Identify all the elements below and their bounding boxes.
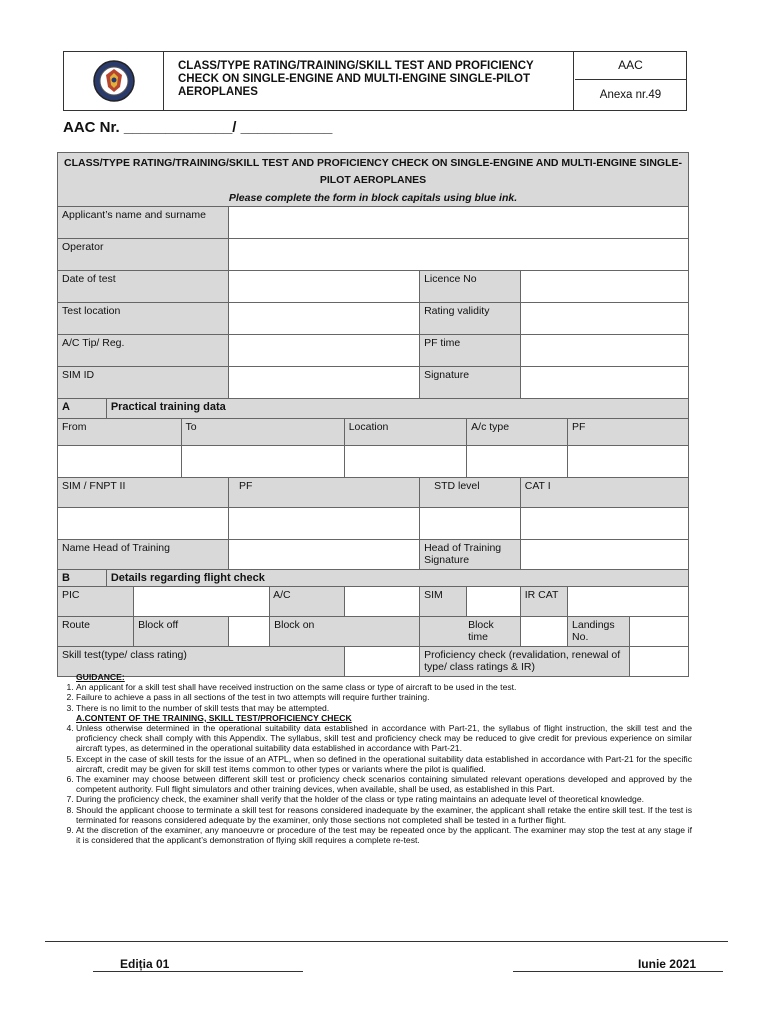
header-right xyxy=(575,52,686,110)
guidance-list-content xyxy=(62,723,692,845)
signature-label: Signature xyxy=(420,367,521,399)
cat-input[interactable] xyxy=(520,508,688,540)
pf2-label: PF xyxy=(228,478,419,508)
ac-input[interactable] xyxy=(344,587,419,617)
sim-fnpt-label: SIM / FNPT II xyxy=(58,478,229,508)
application-form xyxy=(57,152,689,677)
location-input[interactable] xyxy=(344,446,466,478)
pic-label: PIC xyxy=(58,587,134,617)
coat-of-arms-icon xyxy=(92,59,136,103)
ir-cat-input[interactable] xyxy=(568,587,689,617)
section-a-title: Practical training data xyxy=(106,399,688,419)
guidance-item: 7. During the proficiency check, the examiner shall verify that the holder of the class or type rating maintains an adequate level of theoretical knowledge. xyxy=(76,794,692,804)
applicant-label: Applicant’s name and surname xyxy=(58,207,229,239)
licence-no-input[interactable] xyxy=(520,271,688,303)
footer-edition: Ediția 01 xyxy=(93,957,303,972)
location-label: Location xyxy=(344,419,466,446)
rating-validity-label: Rating validity xyxy=(420,303,521,335)
guidance-item: 3. There is no limit to the number of skill tests that may be attempted. xyxy=(76,703,692,713)
std-level-input[interactable] xyxy=(420,508,521,540)
pf2-input[interactable] xyxy=(228,508,419,540)
authority-logo xyxy=(64,52,164,110)
head-training-input[interactable] xyxy=(228,540,419,570)
sim-input[interactable] xyxy=(467,587,521,617)
from-label: From xyxy=(58,419,182,446)
guidance-item: 4. Unless otherwise determined in the operational suitability data established in accordance with Part-21, the syllabus of flight instruction, the skill test and the proficiency check shall comply with this Appendix. The syllabus, skill test and proficiency check may be reduced to give credit for previous experience on similar aircraft types, as determined in the operational suitability data established in accordance with Part-21. xyxy=(76,723,692,754)
block-off-label: Block off xyxy=(134,617,229,647)
footer-date: Iunie 2021 xyxy=(513,957,723,972)
sim-id-input[interactable] xyxy=(228,367,419,399)
form-note: Please complete the form in block capitals using blue ink. xyxy=(58,191,689,207)
ac-type-input[interactable] xyxy=(467,446,568,478)
guidance-section xyxy=(62,672,692,845)
guidance-item: 9. At the discretion of the examiner, any manoeuvre or procedure of the test may be repeated once by the applicant. The examiner may stop the test at any stage if it is considered that the applicant’s demonstration of flying skill requires a complete re-test. xyxy=(76,825,692,845)
from-input[interactable] xyxy=(58,446,182,478)
form-title: CLASS/TYPE RATING/TRAINING/SKILL TEST AND PROFICIENCY CHECK ON SINGLE-ENGINE AND MULTI-ENGINE SINGLE-PILOT AEROPLANES xyxy=(58,153,689,192)
header-org: AAC xyxy=(575,52,686,80)
test-location-input[interactable] xyxy=(228,303,419,335)
section-b-title: Details regarding flight check xyxy=(106,570,688,587)
landings-label: Landings No. xyxy=(568,617,630,647)
std-level-label: STD level xyxy=(420,478,521,508)
to-input[interactable] xyxy=(181,446,344,478)
operator-label: Operator xyxy=(58,239,229,271)
block-time-label: Block time xyxy=(420,617,521,647)
block-on-label: Block on xyxy=(270,617,420,647)
guidance-subtitle: A.CONTENT OF THE TRAINING, SKILL TEST/PROFICIENCY CHECK xyxy=(76,712,352,723)
guidance-list-general xyxy=(62,682,692,713)
ac-type-label: A/c type xyxy=(467,419,568,446)
pf-input[interactable] xyxy=(568,446,689,478)
section-a-letter: A xyxy=(58,399,107,419)
ir-cat-label: IR CAT xyxy=(520,587,567,617)
guidance-item: 8. Should the applicant choose to terminate a skill test for reasons considered inadequate by the examiner, the applicant shall retake the entire skill test. If the test is terminated for reasons considered adequate by the examiner, only those sections not completed shall be tested in a further flight. xyxy=(76,805,692,825)
sim-label: SIM xyxy=(420,587,467,617)
rating-validity-input[interactable] xyxy=(520,303,688,335)
document-header xyxy=(63,51,687,111)
ac-tip-reg-label: A/C Tip/ Reg. xyxy=(58,335,229,367)
ac-label: A/C xyxy=(270,587,345,617)
test-location-label: Test location xyxy=(58,303,229,335)
licence-no-label: Licence No xyxy=(420,271,521,303)
guidance-item: 1. An applicant for a skill test shall have received instruction on the same class or type of aircraft to be used in the test. xyxy=(76,682,692,692)
pf-label: PF xyxy=(568,419,689,446)
route-label: Route xyxy=(58,617,134,647)
guidance-title: GUIDANCE: xyxy=(76,672,125,682)
signature-input[interactable] xyxy=(520,367,688,399)
date-of-test-label: Date of test xyxy=(58,271,229,303)
block-off-input[interactable] xyxy=(228,617,269,647)
skill-test-label: Skill test(type/ class rating) xyxy=(58,647,345,677)
pic-input[interactable] xyxy=(134,587,270,617)
proficiency-label: Proficiency check (revalidation, renewal of type/ class ratings & IR) xyxy=(420,647,630,677)
date-of-test-input[interactable] xyxy=(228,271,419,303)
section-b-letter: B xyxy=(58,570,107,587)
cat-label: CAT I xyxy=(520,478,688,508)
head-training-sig-label: Head of Training Signature xyxy=(420,540,521,570)
pf-time-input[interactable] xyxy=(520,335,688,367)
head-training-label: Name Head of Training xyxy=(58,540,229,570)
guidance-item: 6. The examiner may choose between different skill test or proficiency check scenarios containing simulated relevant operations developed and approved by the competent authority. Full flight simulators and other training devices, when available, shall be used, as established in this Part. xyxy=(76,774,692,794)
ac-tip-reg-input[interactable] xyxy=(228,335,419,367)
operator-input[interactable] xyxy=(228,239,688,271)
header-title: CLASS/TYPE RATING/TRAINING/SKILL TEST AND PROFICIENCY CHECK ON SINGLE-ENGINE AND MULTI-ENGINE SINGLE-PILOT AEROPLANES xyxy=(164,52,574,110)
to-label: To xyxy=(181,419,344,446)
guidance-item: 2. Failure to achieve a pass in all sections of the test in two attempts will require further training. xyxy=(76,692,692,702)
pf-time-label: PF time xyxy=(420,335,521,367)
head-training-sig-input[interactable] xyxy=(520,540,688,570)
block-time-input[interactable] xyxy=(520,617,567,647)
aac-number-field[interactable]: AAC Nr. _____________/ ___________ xyxy=(63,119,333,136)
sim-id-label: SIM ID xyxy=(58,367,229,399)
sim-fnpt-input[interactable] xyxy=(58,508,229,540)
guidance-item: 5. Except in the case of skill tests for the issue of an ATPL, when so defined in the operational suitability data established in accordance with Part-21 for the specific aircraft, credit may be given for skill test items common to other types or variants where the pilot is qualified. xyxy=(76,754,692,774)
landings-input[interactable] xyxy=(630,617,689,647)
footer-divider xyxy=(45,941,728,942)
header-annex: Anexa nr.49 xyxy=(599,89,662,101)
applicant-input[interactable] xyxy=(228,207,688,239)
